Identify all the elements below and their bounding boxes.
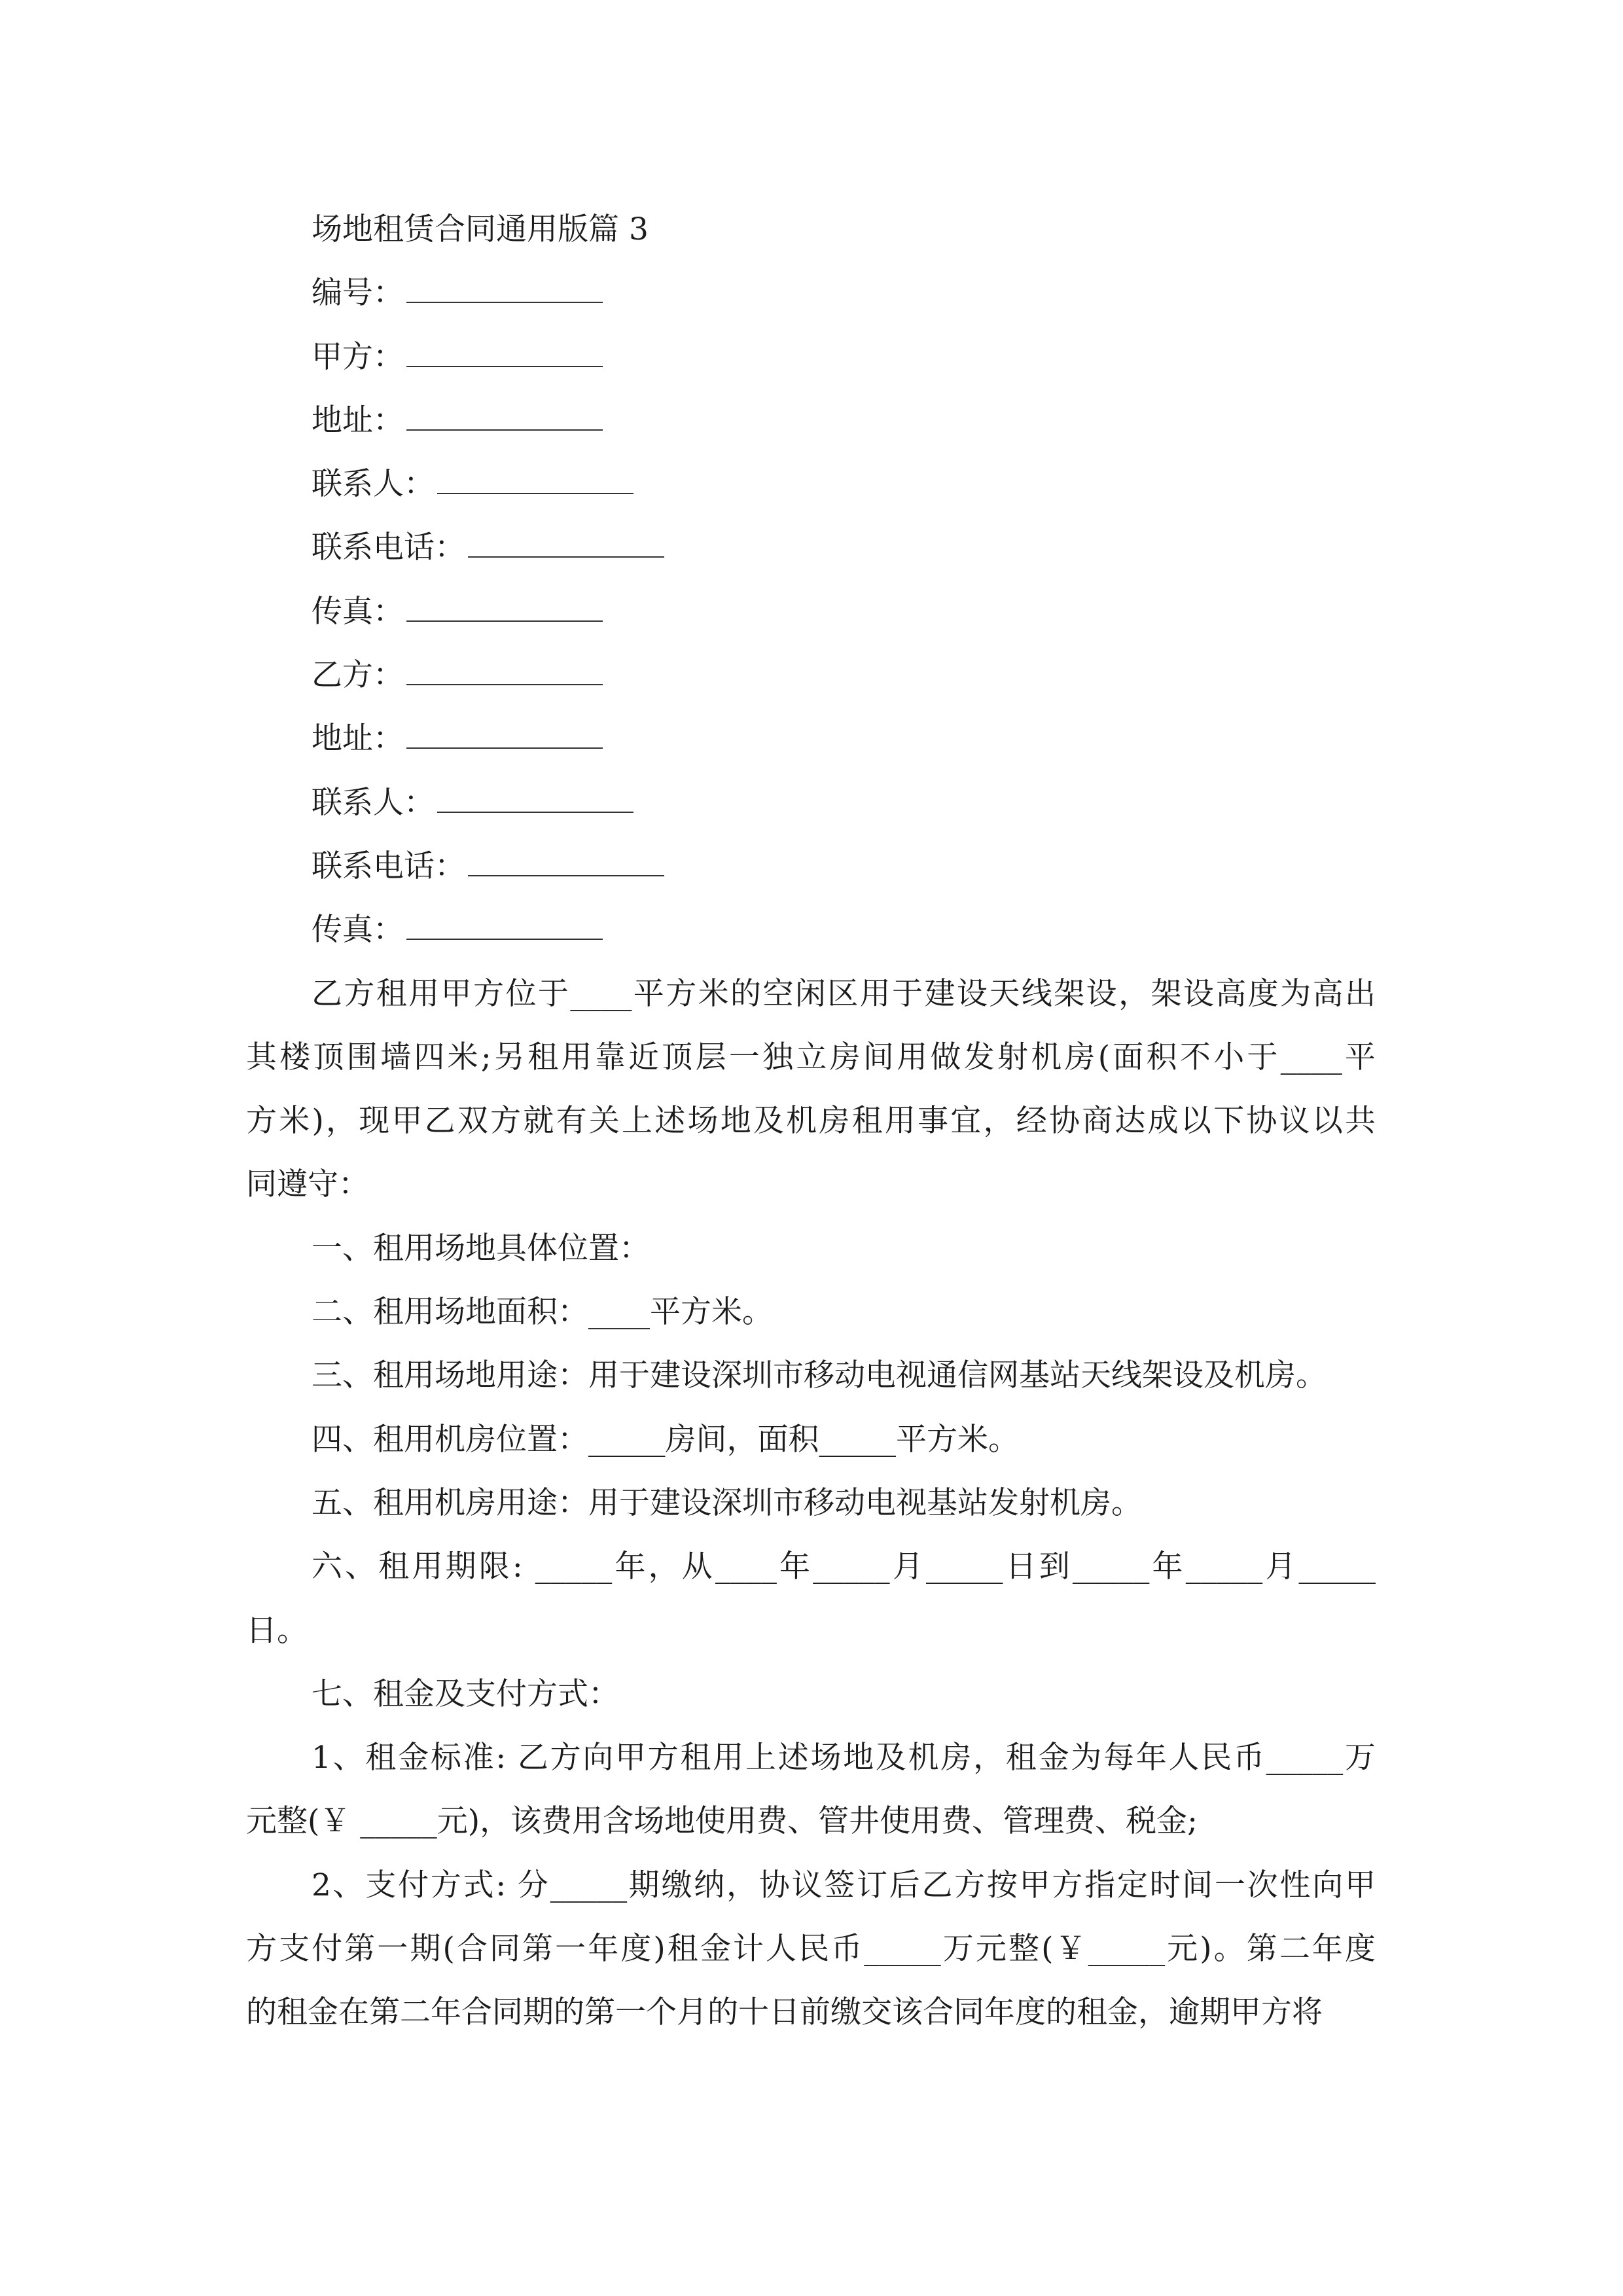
- field-row: [246, 261, 1376, 325]
- field-label: 联系电话：: [312, 529, 465, 566]
- field-label: 传真：: [312, 593, 404, 630]
- paragraph-line: 1、租金标准: 乙方向甲方租用上述场地及机房，租金为每年人民币_____万: [312, 1740, 1376, 1776]
- field-label: 地址：: [312, 721, 404, 757]
- paragraph-line: 四、租用机房位置：_____房间，面积_____平方米。: [312, 1421, 1019, 1458]
- paragraph-line: 日。: [246, 1612, 308, 1649]
- field-blank-line[interactable]: [406, 658, 603, 685]
- field-label: 联系人：: [312, 466, 435, 503]
- paragraph-line: 方米)，现甲乙双方就有关上述场地及机房租用事宜，经协商达成以下协议以共: [246, 1103, 1376, 1139]
- paragraph-line: 元整(￥ _____元)，该费用含场地使用费、管井使用费、管理费、税金;: [246, 1803, 1198, 1840]
- paragraph-line: 的租金在第二年合同期的第一个月的十日前缴交该合同年度的租金，逾期甲方将: [246, 1994, 1323, 2031]
- field-blank-line[interactable]: [406, 594, 603, 622]
- paragraph-line: 六、租用期限: _____年，从____年_____月_____日到_____年_____月_____: [312, 1549, 1376, 1585]
- field-label: 乙方：: [312, 657, 404, 694]
- field-row: [246, 834, 1376, 898]
- paragraph-line: 三、租用场地用途：用于建设深圳市移动电视通信网基站天线架设及机房。: [312, 1357, 1327, 1394]
- field-label: 联系人：: [312, 784, 435, 821]
- contract-body: [246, 962, 1376, 2045]
- document-title: 场地租赁合同通用版篇 3: [312, 211, 649, 247]
- paragraph-line: 方支付第一期(合同第一年度)租金计人民币_____万元整(￥_____元)。第二年度: [246, 1931, 1376, 1967]
- field-label: 传真：: [312, 912, 404, 948]
- field-blank-line[interactable]: [406, 403, 603, 431]
- field-row: [246, 389, 1376, 452]
- paragraph-line: 乙方租用甲方位于____平方米的空闲区用于建设天线架设，架设高度为高出: [312, 975, 1376, 1012]
- party-fields: [246, 261, 1376, 961]
- paragraph-line: 一、租用场地具体位置：: [312, 1230, 650, 1266]
- paragraph-line: 2、支付方式: 分_____期缴纳，协议签订后乙方按甲方指定时间一次性向甲: [312, 1867, 1376, 1903]
- field-label: 甲方：: [312, 338, 404, 375]
- field-row: [246, 325, 1376, 389]
- field-blank-line[interactable]: [406, 340, 603, 367]
- contract-document: [246, 198, 1376, 2045]
- field-blank-line[interactable]: [437, 785, 633, 813]
- field-blank-line[interactable]: [437, 467, 633, 494]
- field-row: [246, 771, 1376, 834]
- field-blank-line[interactable]: [406, 912, 603, 940]
- field-blank-line[interactable]: [468, 530, 664, 558]
- paragraph-line: 二、租用场地面积：____平方米。: [312, 1294, 773, 1331]
- field-row: [246, 580, 1376, 643]
- paragraph-line: 同遵守：: [246, 1166, 369, 1203]
- field-blank-line[interactable]: [406, 721, 603, 749]
- field-blank-line[interactable]: [468, 849, 664, 876]
- paragraph-line: 七、租金及支付方式：: [312, 1676, 619, 1712]
- paragraph-line: 其楼顶围墙四米;另租用靠近顶层一独立房间用做发射机房(面积不小于____平: [246, 1039, 1376, 1075]
- field-row: [246, 898, 1376, 961]
- field-row: [246, 452, 1376, 516]
- field-label: 地址：: [312, 402, 404, 439]
- field-label: 编号：: [312, 275, 404, 312]
- field-row: [246, 516, 1376, 579]
- field-row: [246, 643, 1376, 707]
- field-label: 联系电话：: [312, 848, 465, 884]
- field-blank-line[interactable]: [406, 276, 603, 303]
- paragraph-line: 五、租用机房用途：用于建设深圳市移动电视基站发射机房。: [312, 1484, 1142, 1521]
- field-row: [246, 707, 1376, 770]
